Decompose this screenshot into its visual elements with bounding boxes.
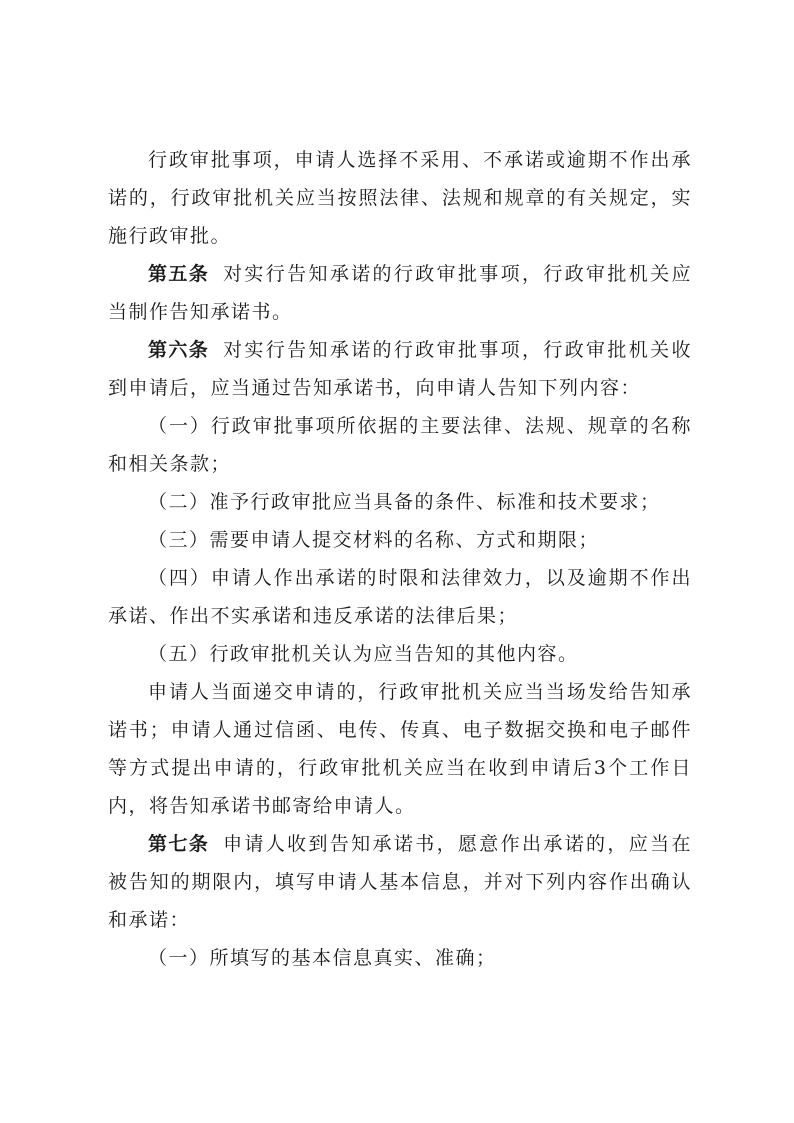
- paragraph-text: 对实行告知承诺的行政审批事项，行政审批机关收到申请后，应当通过告知承诺书，向申请人告知下列内容：: [108, 339, 692, 399]
- paragraph-4: [108, 407, 692, 483]
- paragraph-text: （一）行政审批事项所依据的主要法律、法规、规章的名称和相关条款；: [108, 415, 692, 475]
- paragraph-text: 申请人收到告知承诺书，愿意作出承诺的，应当在被告知的期限内，填写申请人基本信息，并对下列内容作出确认和承诺：: [108, 833, 692, 931]
- article-heading: 第五条: [148, 263, 210, 285]
- article-heading: 第七条: [148, 833, 210, 855]
- paragraph-text: （一）所填写的基本信息真实、准确；: [148, 947, 497, 969]
- paragraph-text: （二）准予行政审批应当具备的条件、标准和技术要求；: [148, 491, 661, 513]
- paragraph-11: [108, 939, 692, 977]
- paragraph-8: [108, 635, 692, 673]
- paragraph-7: [108, 559, 692, 635]
- paragraph-2: [108, 255, 692, 331]
- paragraph-text: 对实行告知承诺的行政审批事项，行政审批机关应当制作告知承诺书。: [108, 263, 692, 323]
- paragraph-10: [108, 825, 692, 939]
- document-body: [108, 141, 692, 977]
- paragraph-9: [108, 673, 692, 825]
- paragraph-text: （三）需要申请人提交材料的名称、方式和期限；: [148, 529, 600, 551]
- paragraph-6: [108, 521, 692, 559]
- paragraph-text: 行政审批事项，申请人选择不采用、不承诺或逾期不作出承诺的，行政审批机关应当按照法律、法规和规章的有关规定，实施行政审批。: [108, 149, 692, 247]
- paragraph-text: （五）行政审批机关认为应当告知的其他内容。: [148, 643, 579, 665]
- paragraph-text: 申请人当面递交申请的，行政审批机关应当当场发给告知承诺书；申请人通过信函、电传、传真、电子数据交换和电子邮件等方式提出申请的，行政审批机关应当在收到申请后3个工作日内，将告知承诺书邮寄给申请人。: [108, 681, 692, 817]
- paragraph-text: （四）申请人作出承诺的时限和法律效力，以及逾期不作出承诺、作出不实承诺和违反承诺的法律后果；: [108, 567, 692, 627]
- paragraph-1: [108, 141, 692, 255]
- paragraph-3: [108, 331, 692, 407]
- paragraph-5: [108, 483, 692, 521]
- article-heading: 第六条: [148, 339, 210, 361]
